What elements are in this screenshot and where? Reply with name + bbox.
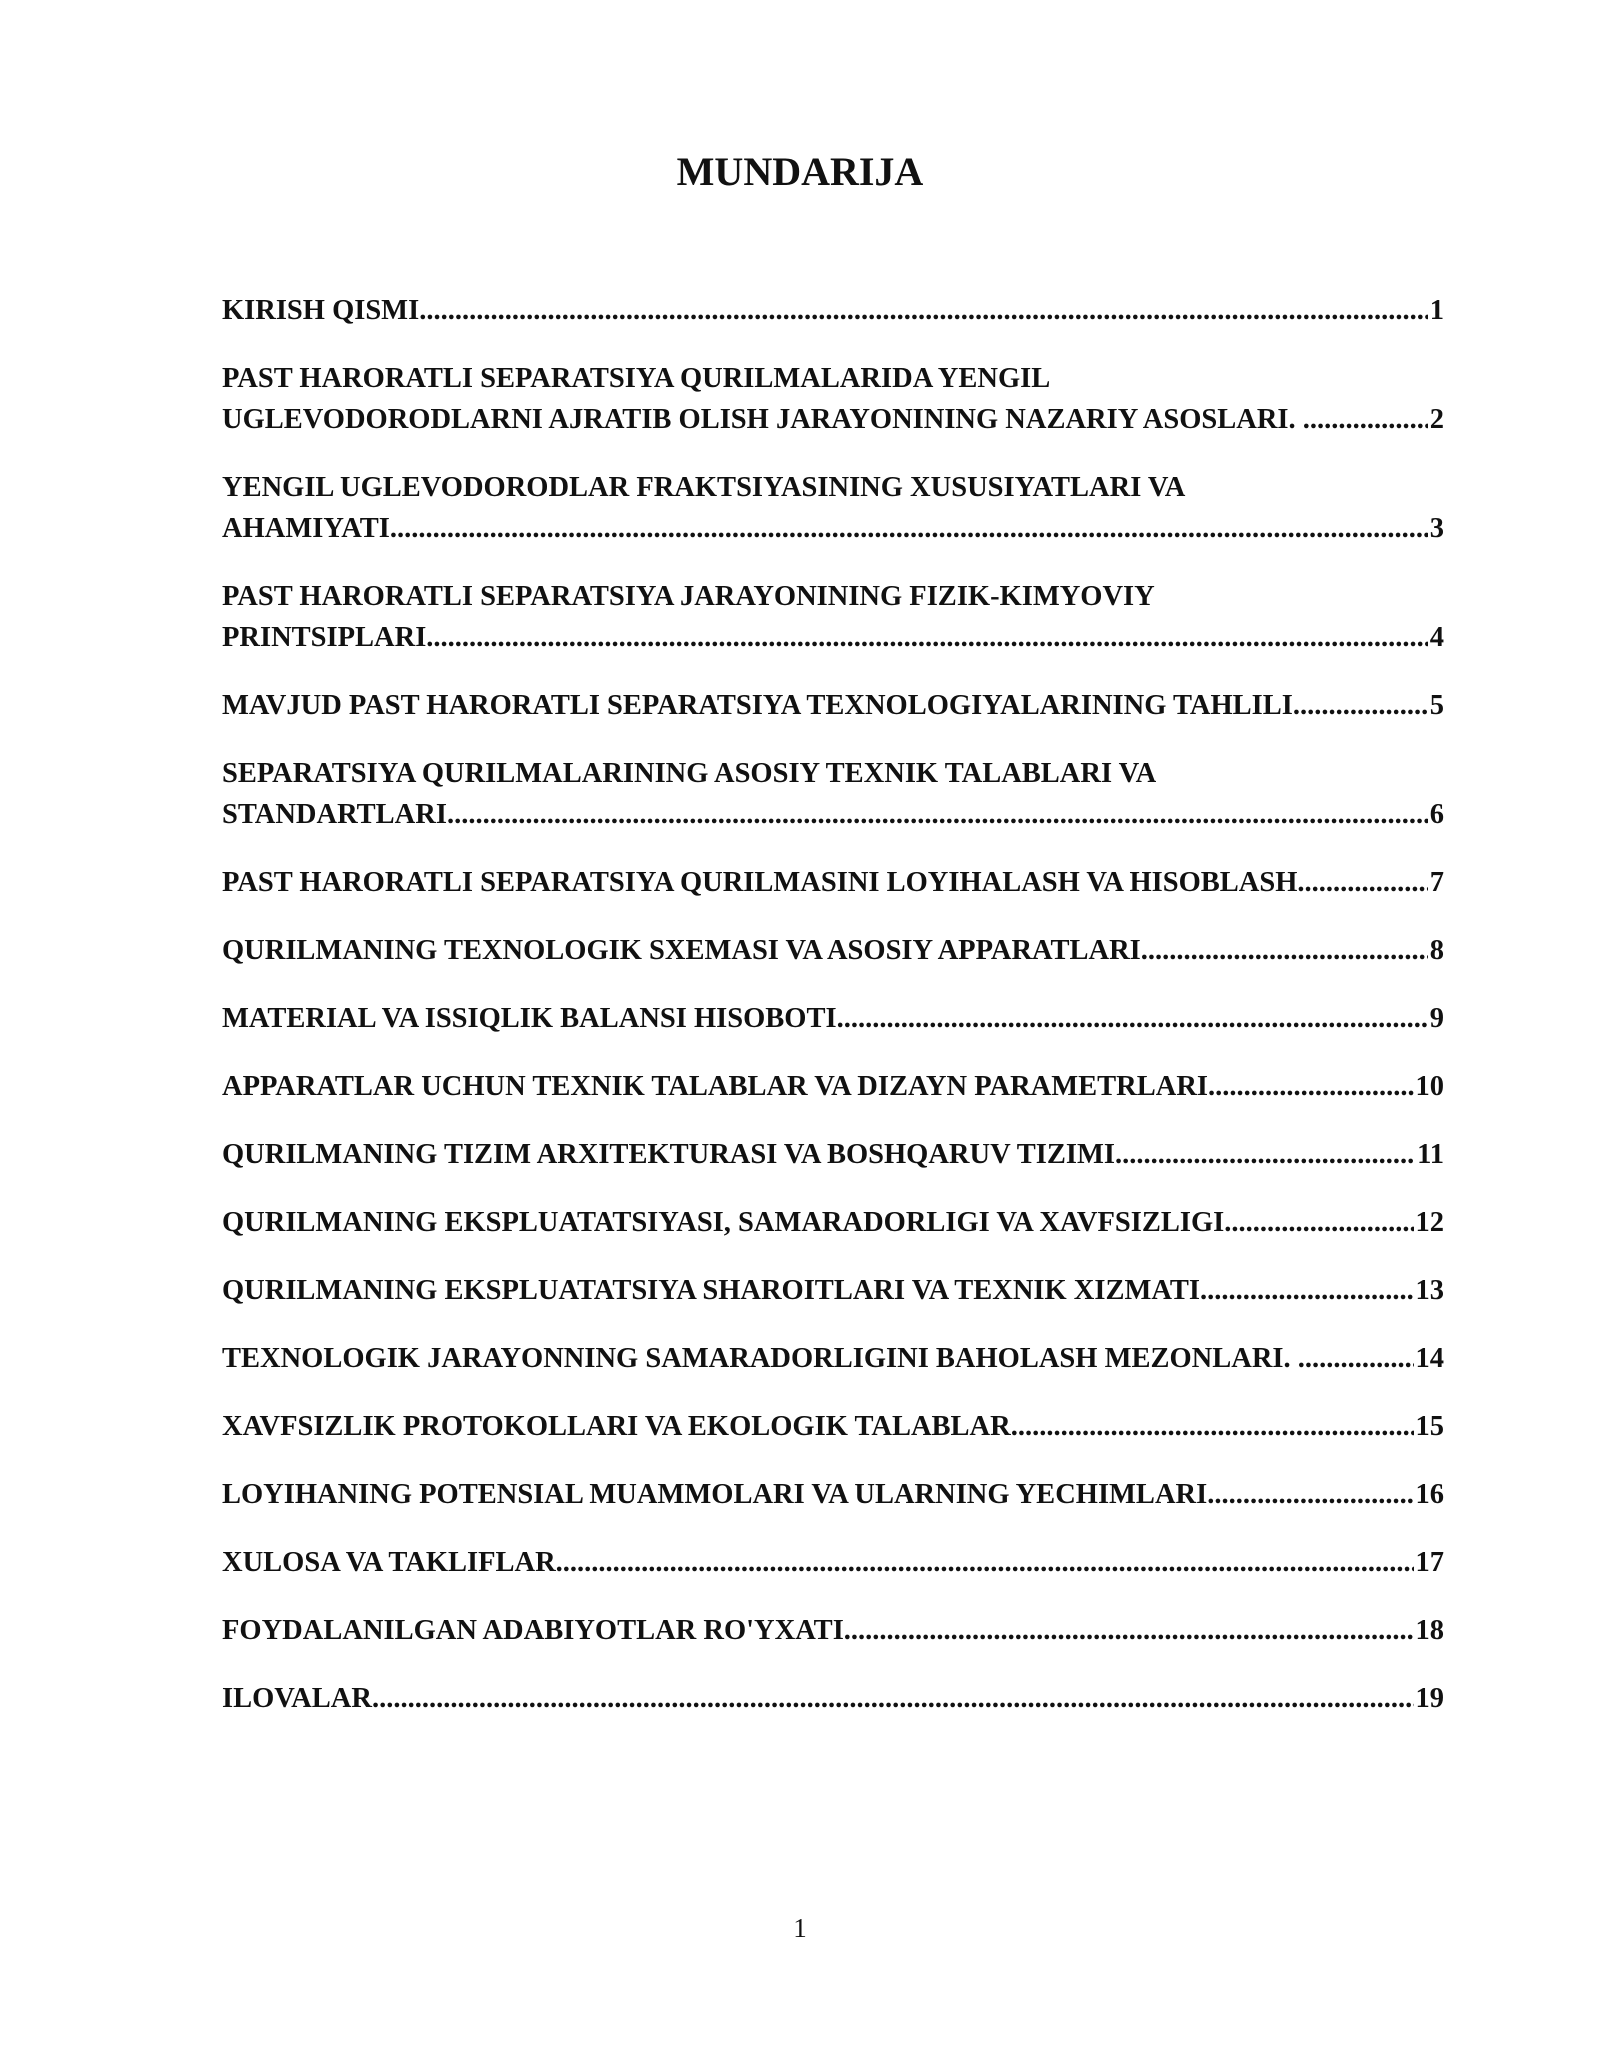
toc-page-number: 10 [1415, 1071, 1444, 1102]
toc-page-number: 18 [1415, 1615, 1444, 1646]
toc-entry-text: UGLEVODORODLARNI AJRATIB OLISH JARAYONINING NAZARIY ASOSLARI. . [222, 404, 1310, 435]
toc-entry-line [222, 1542, 1444, 1583]
toc-entry[interactable] [222, 1270, 1444, 1311]
toc-entry-text: LOYIHANING POTENSIAL MUAMMOLARI VA ULARNING YECHIMLARI [222, 1479, 1208, 1510]
toc-entry-text: TEXNOLOGIK JARAYONNING SAMARADORLIGINI BAHOLASH MEZONLARI. . [222, 1343, 1305, 1374]
toc-entry-text-line: PAST HARORATLI SEPARATSIYA JARAYONINING FIZIK-KIMYOVIY [222, 581, 1155, 612]
toc-entry[interactable] [222, 467, 1444, 549]
page-number: 1 [793, 1913, 807, 1943]
toc-page-number: 14 [1415, 1343, 1444, 1374]
toc-entry[interactable] [222, 1610, 1444, 1651]
toc-entry[interactable] [222, 1134, 1444, 1175]
toc-entry[interactable] [222, 576, 1444, 658]
toc-dot-leader [1011, 1406, 1414, 1447]
page-title: MUNDARIJA [676, 149, 924, 194]
toc-entry-line [222, 685, 1444, 726]
toc-entry-line [222, 1610, 1444, 1651]
toc-dot-leader [1207, 1474, 1413, 1515]
toc-dot-leader [1115, 1134, 1415, 1175]
toc-page-number: 12 [1415, 1207, 1444, 1238]
toc-entry-line [222, 1338, 1444, 1379]
toc-entry-text-line: YENGIL UGLEVODORODLAR FRAKTSIYASINING XUSUSIYATLARI VA [222, 472, 1186, 503]
toc-entry[interactable] [222, 1406, 1444, 1447]
toc-entry-text: MATERIAL VA ISSIQLIK BALANSI HISOBOTI [222, 1003, 837, 1034]
toc-entry-text: MAVJUD PAST HARORATLI SEPARATSIYA TEXNOLOGIYALARINING TAHLILI [222, 690, 1293, 721]
toc-entry-text: QURILMANING EKSPLUATATSIYA SHAROITLARI VA TEXNIK XIZMATI [222, 1275, 1200, 1306]
toc-page-number: 5 [1429, 690, 1444, 721]
toc-page-number: 2 [1429, 404, 1444, 435]
toc-entry-line [222, 794, 1444, 835]
toc-entry-line [222, 1270, 1444, 1311]
toc-dot-leader [447, 794, 1428, 835]
toc-entry-text: QURILMANING TEXNOLOGIK SXEMASI VA ASOSIY APPARATLARI [222, 935, 1141, 966]
toc-entry[interactable] [222, 1202, 1444, 1243]
toc-entry-line [222, 1406, 1444, 1447]
toc-page-number: 16 [1415, 1479, 1444, 1510]
toc-dot-leader [556, 1542, 1414, 1583]
table-of-contents [222, 290, 1444, 1746]
toc-dot-leader [426, 617, 1427, 658]
toc-entry[interactable] [222, 862, 1444, 903]
toc-entry-line [222, 1066, 1444, 1107]
toc-page-number: 17 [1415, 1547, 1444, 1578]
toc-entry-text: XULOSA VA TAKLIFLAR [222, 1547, 556, 1578]
toc-entry-text: FOYDALANILGAN ADABIYOTLAR RO'YXATI [222, 1615, 844, 1646]
toc-dot-leader [1200, 1270, 1414, 1311]
toc-dot-leader [1208, 1066, 1413, 1107]
toc-page-number: 1 [1429, 295, 1444, 326]
toc-entry-line [222, 1134, 1444, 1175]
toc-page-number: 8 [1429, 935, 1444, 966]
toc-entry-line [222, 1474, 1444, 1515]
toc-dot-leader [1297, 862, 1427, 903]
toc-page-number: 9 [1429, 1003, 1444, 1034]
toc-entry-line [222, 508, 1444, 549]
toc-entry-line [222, 617, 1444, 658]
toc-entry[interactable] [222, 998, 1444, 1039]
toc-entry-line [222, 290, 1444, 331]
toc-entry-text: PRINTSIPLARI [222, 622, 427, 653]
toc-entry[interactable] [222, 1474, 1444, 1515]
toc-entry[interactable] [222, 753, 1444, 835]
toc-dot-leader [1141, 930, 1428, 971]
toc-entry-text: PAST HARORATLI SEPARATSIYA QURILMASINI LOYIHALASH VA HISOBLASH [222, 867, 1298, 898]
toc-entry-text-line: PAST HARORATLI SEPARATSIYA QURILMALARIDA YENGIL [222, 363, 1051, 394]
toc-entry[interactable] [222, 1678, 1444, 1719]
toc-entry-line [222, 1678, 1444, 1719]
toc-entry-line [222, 998, 1444, 1039]
toc-dot-leader [1224, 1202, 1413, 1243]
toc-entry-line [222, 1202, 1444, 1243]
toc-entry-text: KIRISH QISMI [222, 295, 420, 326]
toc-dot-leader [837, 998, 1428, 1039]
toc-entry[interactable] [222, 1066, 1444, 1107]
toc-page-number: 7 [1429, 867, 1444, 898]
toc-entry-line [222, 862, 1444, 903]
toc-entry[interactable] [222, 930, 1444, 971]
toc-entry-text: XAVFSIZLIK PROTOKOLLARI VA EKOLOGIK TALABLAR [222, 1411, 1011, 1442]
toc-entry[interactable] [222, 290, 1444, 331]
toc-entry-text-line: SEPARATSIYA QURILMALARINING ASOSIY TEXNIK TALABLARI VA [222, 758, 1157, 789]
toc-entry[interactable] [222, 1338, 1444, 1379]
toc-dot-leader [419, 290, 1428, 331]
toc-entry[interactable] [222, 685, 1444, 726]
toc-entry-line [222, 930, 1444, 971]
toc-dot-leader [372, 1678, 1414, 1719]
toc-page-number: 15 [1415, 1411, 1444, 1442]
toc-dot-leader [390, 508, 1428, 549]
toc-entry-text: QURILMANING TIZIM ARXITEKTURASI VA BOSHQARUV TIZIMI [222, 1139, 1115, 1170]
toc-page-number: 13 [1415, 1275, 1444, 1306]
toc-entry-text: APPARATLAR UCHUN TEXNIK TALABLAR VA DIZAYN PARAMETRLARI [222, 1071, 1209, 1102]
toc-entry[interactable] [222, 358, 1444, 440]
toc-dot-leader [844, 1610, 1414, 1651]
toc-page-number: 3 [1429, 513, 1444, 544]
toc-page-number: 19 [1415, 1683, 1444, 1714]
toc-page-number: 11 [1417, 1139, 1444, 1170]
toc-entry-line [222, 399, 1444, 440]
toc-page-number: 6 [1429, 799, 1444, 830]
toc-dot-leader [1293, 685, 1428, 726]
toc-entry-text: QURILMANING EKSPLUATATSIYASI, SAMARADORLIGI VA XAVFSIZLIGI [222, 1207, 1225, 1238]
toc-entry-text: AHAMIYATI [222, 513, 390, 544]
toc-entry-text: STANDARTLARI [222, 799, 447, 830]
toc-dot-leader [1310, 399, 1428, 440]
toc-page-number: 4 [1429, 622, 1444, 653]
toc-entry[interactable] [222, 1542, 1444, 1583]
toc-dot-leader [1305, 1338, 1414, 1379]
toc-entry-text: ILOVALAR [222, 1683, 372, 1714]
